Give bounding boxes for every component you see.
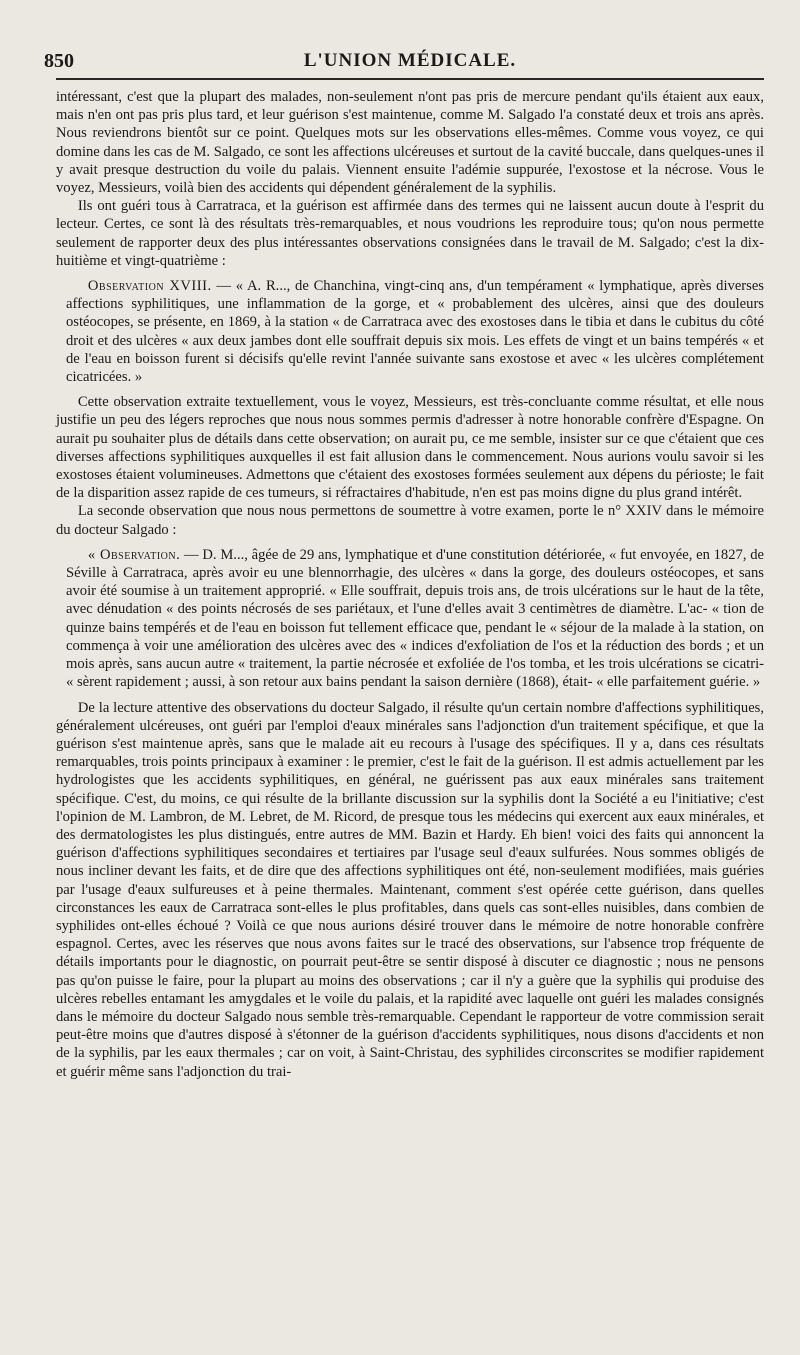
article-body bbox=[56, 88, 764, 1081]
page-header bbox=[44, 46, 764, 80]
observation-xviii-quote: Observation XVIII. — « A. R..., de Chanchina, vingt-cinq ans, d'un tempérament « lymphatique, après diverses affections syphilitiques, une inflammation de la gorge, et « probablement des ulcères, ainsi que des douleurs ostéocopes, se présente, en 1869, à la station « de Carratraca avec des exostoses dans le tibia et dans le cubitus du côté droit et des ulcères « aux deux jambes dont elle souffrait depuis six mois. Les effets de vingt et un bains tempérés « et de l'eau en boisson furent si décisifs qu'elle revint l'année suivante sans exostose et avec « les ulcères complétement cicatricées. » bbox=[66, 278, 764, 386]
running-title: L'UNION MÉDICALE. bbox=[303, 50, 517, 71]
observation-label: « Observation. bbox=[87, 546, 181, 563]
paragraph: La seconde observation que nous nous permettons de soumettre à votre examen, porte le n° XXIV dans le mémoire du docteur Salgado : bbox=[56, 503, 764, 538]
observation-label: Observation XVIII. bbox=[87, 278, 212, 295]
paragraph: De la lecture attentive des observations du docteur Salgado, il résulte qu'un certain nombre d'affections syphilitiques, généralement ulcéreuses, ont guéri par l'emploi d'eaux minérales sans l'adjonction d'un traitement spécifique, et que la guérison s'est maintenue après, sans que le malade ait eu recours à l'usage des spécifiques. Il y a, dans ces résultats remarquables, trois points principaux à examiner : le premier, c'est le fait de la guérison. Il est admis actuellement par les hydrologistes que les accidents syphilitiques, en général, ne guérissent pas aux eaux minérales sans traitement spécifique. C'est, du moins, ce qui résulte de la brillante discussion sur la syphilis dont la Société a eu l'initiative; c'est l'opinion de M. Lambron, de M. Lebret, de M. Ricord, de presque tous les médecins qui exercent aux eaux minérales, et des dermatologistes les plus distingués, entre autres de MM. Bazin et Hardy. Eh bien! voici des faits qui annoncent la guérison d'affections syphilitiques secondaires et tertiaires par l'usage seul d'eaux sulfurées. Nous sommes obligés de nous incliner devant les faits, et de dire que des affections syphilitiques ont été, non-seulement modifiées, mais guéries par l'usage d'eaux sulfureuses et à peine thermales. Maintenant, comment s'est opérée cette guérison, dans quelles circonstances les eaux de Carratraca sont-elles le plus profitables, dans quels cas sont-elles nuisibles, dans combien de syphilides ont-elles échoué ? Voilà ce que nous aurions désiré trouver dans le mémoire de notre honorable confrère espagnol. Certes, avec les réserves que nous avons faites sur le tracé des observations, sur l'absence trop fréquente de détails importants pour le diagnostic, on pourrait peut-être se sentir disposé à discuter ce diagnostic ; nous ne pensons pas qu'on puisse le faire, pour la plupart au moins des observations ; car il n'y a guère que la syphilis qui produise des ulcères rebelles entamant les amygdales et le voile du palais, et la rapidité avec laquelle ont guéri les malades consignés dans le mémoire du docteur Salgado nous semble très-remarquable. Cependant le rapporteur de votre commission serait peut-être moins que d'autres disposé à s'étonner de la guérison d'accidents syphilitiques, nous disons d'accidents et non de la syphilis, par les eaux thermales ; car on voit, à Saint-Christau, des syphilides circonscrites se modifier rapidement et guérir même sans l'adjonction du trai- bbox=[56, 699, 764, 1080]
paragraph: Cette observation extraite textuellement, vous le voyez, Messieurs, est très-concluante comme résultat, et elle nous justifie un peu des légers reproches que nous nous sommes permis d'adresser à notre honorable confrère d'Espagne. On aurait pu souhaiter plus de détails dans cette observation; on aurait pu, ce me semble, insister sur ce que c'étaient que ces diverses affections syphilitiques auxquelles il est fait allusion dans le commencement. Nous aurions voulu savoir si les exostoses étaient volumineuses. Admettons que c'étaient des exostoses formées seulement aux dépens du périoste; le fait de la disparition assez rapide de ces tumeurs, si réfractaires d'habitude, n'en est pas moins digne du plus grand intérêt. bbox=[56, 394, 764, 502]
page-number: 850 bbox=[44, 50, 74, 72]
observation-xxiv-quote: « Observation. — D. M..., âgée de 29 ans, lymphatique et d'une constitution détériorée, « fut envoyée, en 1827, de Séville à Carratraca, après avoir eu une blennorrhagie, des ulcères « dans la gorge, des douleurs ostéocopes, et sans avoir été soumise à un traitement approprié. « Elle souffrait, depuis trois ans, de trois ulcérations sur le haut de la tête, avec dénudation « des points nécrosés de ses pariétaux, et l'une d'elles avait 3 centimètres de diamètre. L'ac- « tion de quinze bains tempérés et de l'eau en boisson fut tellement efficace que, pendant le « séjour de la malade à la station, on commença à voir une amélioration des ulcères avec des « indices d'exfoliation de l'os et la réduction des bords ; et un mois après, sans aucun autre « traitement, la partie nécrosée et exfoliée de l'os tomba, et les trois ulcérations se cicatri- « sèrent rapidement ; aussi, à son retour aux bains pendant la saison dernière (1868), était- « elle parfaitement guérie. » bbox=[66, 546, 764, 691]
paragraph-continued: intéressant, c'est que la plupart des malades, non-seulement n'ont pas pris de mercure pendant qu'ils étaient aux eaux, mais n'en ont pas pris plus tard, et leur guérison s'est maintenue, comme M. Salgado l'a constaté deux et trois ans après. Nous reviendrons bientôt sur ce point. Quelques mots sur les observations elles-mêmes. Comme vous voyez, ce qui domine dans les cas de M. Salgado, ce sont les affections ulcéreuses et surtout de la cavité buccale, dans quelques-unes il y avait presque destruction du voile du palais. Viennent ensuite l'adémie suppurée, l'exostose et la nécrose. Vous le voyez, Messieurs, voilà bien des accidents qui dépendent généralement de la syphilis. bbox=[56, 89, 764, 197]
paragraph: Ils ont guéri tous à Carratraca, et la guérison est affirmée dans des termes qui ne laissent aucun doute à l'esprit du lecteur. Certes, ce sont là des résultats très-remarquables, et nous voudrions les reproduire tous; qu'on nous permette seulement de rapporter deux des plus intéressantes observations consignées dans le travail de M. Salgado; c'est la dix-huitième et vingt-quatrième : bbox=[56, 198, 764, 269]
